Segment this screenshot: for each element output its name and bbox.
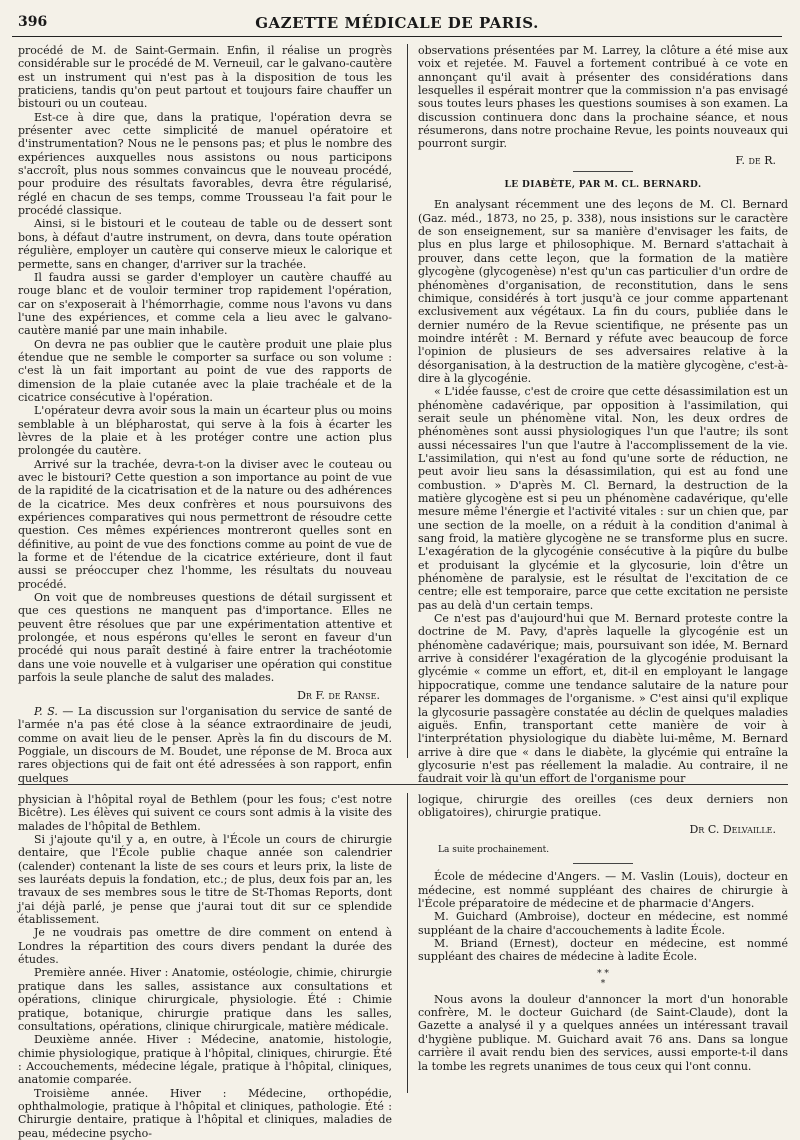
separator-rule (573, 863, 633, 864)
section-divider (18, 784, 788, 785)
paragraph: Ce n'est pas d'aujourd'hui que M. Bernard proteste contre la doctrine de M. Pavy, d'après laquelle la glycogénie est un phénomène cadavérique; mais, poursuivant son idée, M. Bernard arrive à considérer l'exagération de la glycogénie produisant la glycémie « comme un effort, et, dit-il en employant le langage hippocratique, comme une tendance salutaire de la nature pour réparer les dommages de l'organisme. » C'est ainsi qu'il explique la glycosurie passagère constatée au déclin de quelques maladies aiguës. Enfin, transportant cette manière de voir à l'interprétation physiologique du diabète lui-même, M. Bernard arrive à dire que « dans le diabète, la glycémie qui entraîne la glycosurie n'est pas réellement la maladie. Au contraire, il ne faudrait voir là qu'un effort de l'organisme pour (418, 612, 788, 786)
postscript (18, 705, 392, 785)
article-heading: LE DIABÈTE, PAR M. CL. BERNARD. (504, 180, 702, 191)
asterism: * * * (597, 968, 609, 989)
paragraph: Arrivé sur la trachée, devra-t-on la diviser avec le couteau ou avec le bistouri? Cette question a son importance au point de vue de la rapidité de la cicatrisation et de la nature ou des adhérences de la cicatrice. Mes deux confrères et nous poursuivons des expériences comparatives qui nous permettront de résoudre cette question. Ces mêmes expériences montreront quelles sont en définitive, au point de vue des fonctions comme au point de vue de la forme et de l'étendue de la cicatrice extérieure, dont il faut aussi se préoccuper chez l'homme, les résultats du nouveau procédé. (18, 457, 392, 591)
lower-right-column (418, 793, 788, 1095)
signature-ranse: Dr F. de Ranse. (297, 688, 380, 702)
paragraph: En analysant récemment une des leçons de M. Cl. Bernard (Gaz. méd., 1873, no 25, p. 338), nous insistions sur le caractère de son enseignement, sur sa manière d'envisager les faits, de plus en plus large et philosophique. M. Bernard s'attachait à prouver, dans cette leçon, que la formation de la matière glycogène (glycogenèse) n'est qu'un cas particulier d'un ordre de phénomènes d'organisation, de reconstitution, dans le sens chimique, considérés à tort jusqu'à ce jour comme appartenant exclusivement aux végétaux. La fin du cours, publiée dans le dernier numéro de la Revue scientifique, ne présente pas un moindre intérêt : M. Bernard y réfute avec beaucoup de force l'opinion de plusieurs de ses adversaires relative à la désorganisation, à la destruction de la matière glycogène, c'est-à-dire à la glycogénie. (418, 198, 788, 385)
paragraph: Troisième année. Hiver : Médecine, orthopédie, ophthalmologie, pratique à l'hôpital et cliniques, pathologie. Été : Chirurgie dentaire, pratique à l'hôpital et cliniques, maladies de peau, médecine psycho- (18, 1086, 392, 1140)
column-divider (407, 793, 408, 1093)
paragraph: logique, chirurgie des oreilles (ces deux derniers non obligatoires), chirurgie pratique. (418, 793, 788, 820)
upper-right-column (418, 44, 788, 786)
paragraph: On devra ne pas oublier que le cautère produit une plaie plus étendue que ne semble le comporter sa surface ou son volume : c'est là un fait important au point de vue des rapports de dimension de la plaie cutanée avec la plaie trachéale et de la cicatrice consécutive à l'opération. (18, 337, 392, 404)
page-number: 396 (18, 14, 48, 30)
journal-page (12, 0, 792, 1140)
upper-left-column (18, 44, 392, 785)
paragraph: Je ne voudrais pas omettre de dire comment on entend à Londres la répartition des cours divers pendant la durée des études. (18, 926, 392, 967)
paragraph: Deuxième année. Hiver : Médecine, anatomie, histologie, chimie physiologique, pratique à l'hôpital, cliniques, chirurgie. Été : Accouchements, médecine légale, pratique à l'hôpital, cliniques, anatomie comparée. (18, 1033, 392, 1087)
paragraph: Nous avons la douleur d'annoncer la mort d'un honorable confrère, M. le docteur Guichard (de Saint-Claude), dont la Gazette a analysé il y a quelques années un intéressant travail d'hygiène publique. M. Guichard avait 76 ans. Dans sa longue carrière il avait rendu bien des services, aussi emporte-t-il dans la tombe les regrets unanimes de tous ceux qui l'ont connu. (418, 992, 788, 1073)
paragraph: Il faudra aussi se garder d'employer un cautère chauffé au rouge blanc et de vouloir terminer trop rapidement l'opération, car on s'exposerait à l'hémorrhagie, comme nous l'avons vu dans l'une des expériences, et comme cela a lieu avec le galvano-cautère manié par une main inhabile. (18, 270, 392, 338)
paragraph: École de médecine d'Angers. — M. Vaslin (Louis), docteur en médecine, est nommé suppléant des chaires de chirurgie à l'École préparatoire de médecine et de pharmacie d'Angers. (418, 870, 788, 911)
paragraph: Si j'ajoute qu'il y a, en outre, à l'École un cours de chirurgie dentaire, que l'École publie chaque année son calendrier (calender) contenant la liste de ses cours et leurs prix, la liste de ses lauréats depuis la fondation, etc.; de plus, deux fois par an, les travaux de ses membres sous le titre de St-Thomas Reports, dont j'ai déjà parlé, je pense que j'aurai tout dit sur ce splendide établissement. (18, 833, 392, 927)
continuation-note: La suite prochainement. (438, 845, 550, 856)
paragraph: « L'idée fausse, c'est de croire que cette désassimilation est un phénomène cadavérique, par opposition à l'assimilation, qui serait seule un phénomène vital. Non, les deux ordres de phénomènes sont aussi physiologiques l'un que l'autre; ils sont aussi nécessaires l'un que l'autre à l'accomplissement de la vie. L'assimilation, qui n'est au fond qu'une sorte de réduction, ne peut avoir lieu sans la désassimilation, qui est au fond une combustion. » D'après M. Cl. Bernard, la destruction de la matière glycogène est si peu un phénomène cadavérique, qu'elle mesure même l'énergie et l'activité vitales : sur un chien que, par une section de la moelle, on a réduit à la condition d'animal à sang froid, la matière glycogène ne se transforme plus en sucre. L'exagération de la glycogénie consécutive à la piqûre du bulbe et produisant la glycémie et la glycosurie, loin d'être un phénomène de paralysie, est le résultat de l'excitation de ce centre; elle est temporaire, parce que cette excitation ne persiste pas au delà d'un certain temps. (418, 385, 788, 612)
journal-title: GAZETTE MÉDICALE DE PARIS. (255, 14, 539, 32)
separator-rule (573, 171, 633, 172)
paragraph: procédé de M. de Saint-Germain. Enfin, il réalise un progrès considérable sur le procédé de M. Verneuil, car le galvano-cautère est un instrument qui n'est pas à la disposition de tous les praticiens, tandis qu'on peut partout et toujours faire chauffer un bistouri ou un couteau. (18, 44, 392, 111)
paragraph: Ainsi, si le bistouri et le couteau de table ou de dessert sont bons, à défaut d'autre instrument, on devra, dans toute opération régulière, employer un cautère qui conserve mieux le calorique et permette, sans en changer, d'arriver sur la trachée. (18, 217, 392, 271)
page-header (12, 14, 782, 37)
paragraph: On voit que de nombreuses questions de détail surgissent et que ces questions ne manquent pas d'importance. Elles ne peuvent être résolues que par une expérimentation attentive et prolongée, et nous espérons qu'elles le seront en faveur d'un procédé qui nous paraît destiné à faire entrer la trachéotomie dans une voie nouvelle et à vulgariser une opération qui constitue parfois la seule planche de salut des malades. (18, 591, 392, 685)
paragraph: M. Guichard (Ambroise), docteur en médecine, est nommé suppléant de la chaire d'accouchements à ladite École. (418, 910, 788, 937)
lower-left-column (18, 793, 392, 1140)
paragraph: Première année. Hiver : Anatomie, ostéologie, chimie, chirurgie pratique dans les salles, assistance aux consultations et opérations, clinique chirurgicale, physiologie. Été : Chimie pratique, botanique, chirurgie pratique dans les salles, consultations, opérations, clinique chirurgicale, matière médicale. (18, 966, 392, 1033)
ps-text: — La discussion sur l'organisation du service de santé de l'armée n'a pas été close à la séance extraordinaire de jeudi, comme on avait lieu de le penser. Après la fin du discours de M. Poggiale, un discours de M. Boudet, une réponse de M. Broca aux rares objections qui de fait ont été adressées à son rapport, enfin quelques (18, 704, 392, 785)
signature-delvaille: Dr C. Delvaille. (689, 822, 776, 836)
column-divider (407, 44, 408, 758)
paragraph: Est-ce à dire que, dans la pratique, l'opération devra se présenter avec cette simplicité de manuel opératoire et d'instrumentation? Nous ne le pensons pas; et plus le nombre des expériences auxquelles nous assistons ou nous participons s'accroît, plus nous sommes convaincus que le nouveau procédé, pour produire des résultats favorables, devra être régularisé, réglé en chacun de ses temps, comme Trousseau l'a fait pour le procédé classique. (18, 110, 392, 218)
paragraph: observations présentées par M. Larrey, la clôture a été mise aux voix et rejetée. M. Fauvel a fortement contribué à ce vote en annonçant qu'il avait à présenter des considérations dans lesquelles il espérait montrer que la commission n'a pas envisagé sous toutes leurs phases les questions soumises à son examen. La discussion continuera donc dans la prochaine séance, et nous résumerons, dans notre prochaine Revue, les points nouveaux qui pourront surgir. (418, 44, 788, 151)
signature-fdr: F. de R. (735, 153, 776, 167)
paragraph: physician à l'hôpital royal de Bethlem (pour les fous; c'est notre Bicêtre). Les élèves qui suivent ce cours sont admis à la visite des malades de l'hôpital de Bethlem. (18, 793, 392, 833)
paragraph: L'opérateur devra avoir sous la main un écarteur plus ou moins semblable à un blépharostat, qui serve à la fois à écarter les lèvres de la plaie et à les protéger contre une action plus prolongée du cautère. (18, 404, 392, 458)
paragraph: M. Briand (Ernest), docteur en médecine, est nommé suppléant des chaires de médecine à ladite École. (418, 937, 788, 964)
ps-label: P. S. (34, 704, 58, 718)
